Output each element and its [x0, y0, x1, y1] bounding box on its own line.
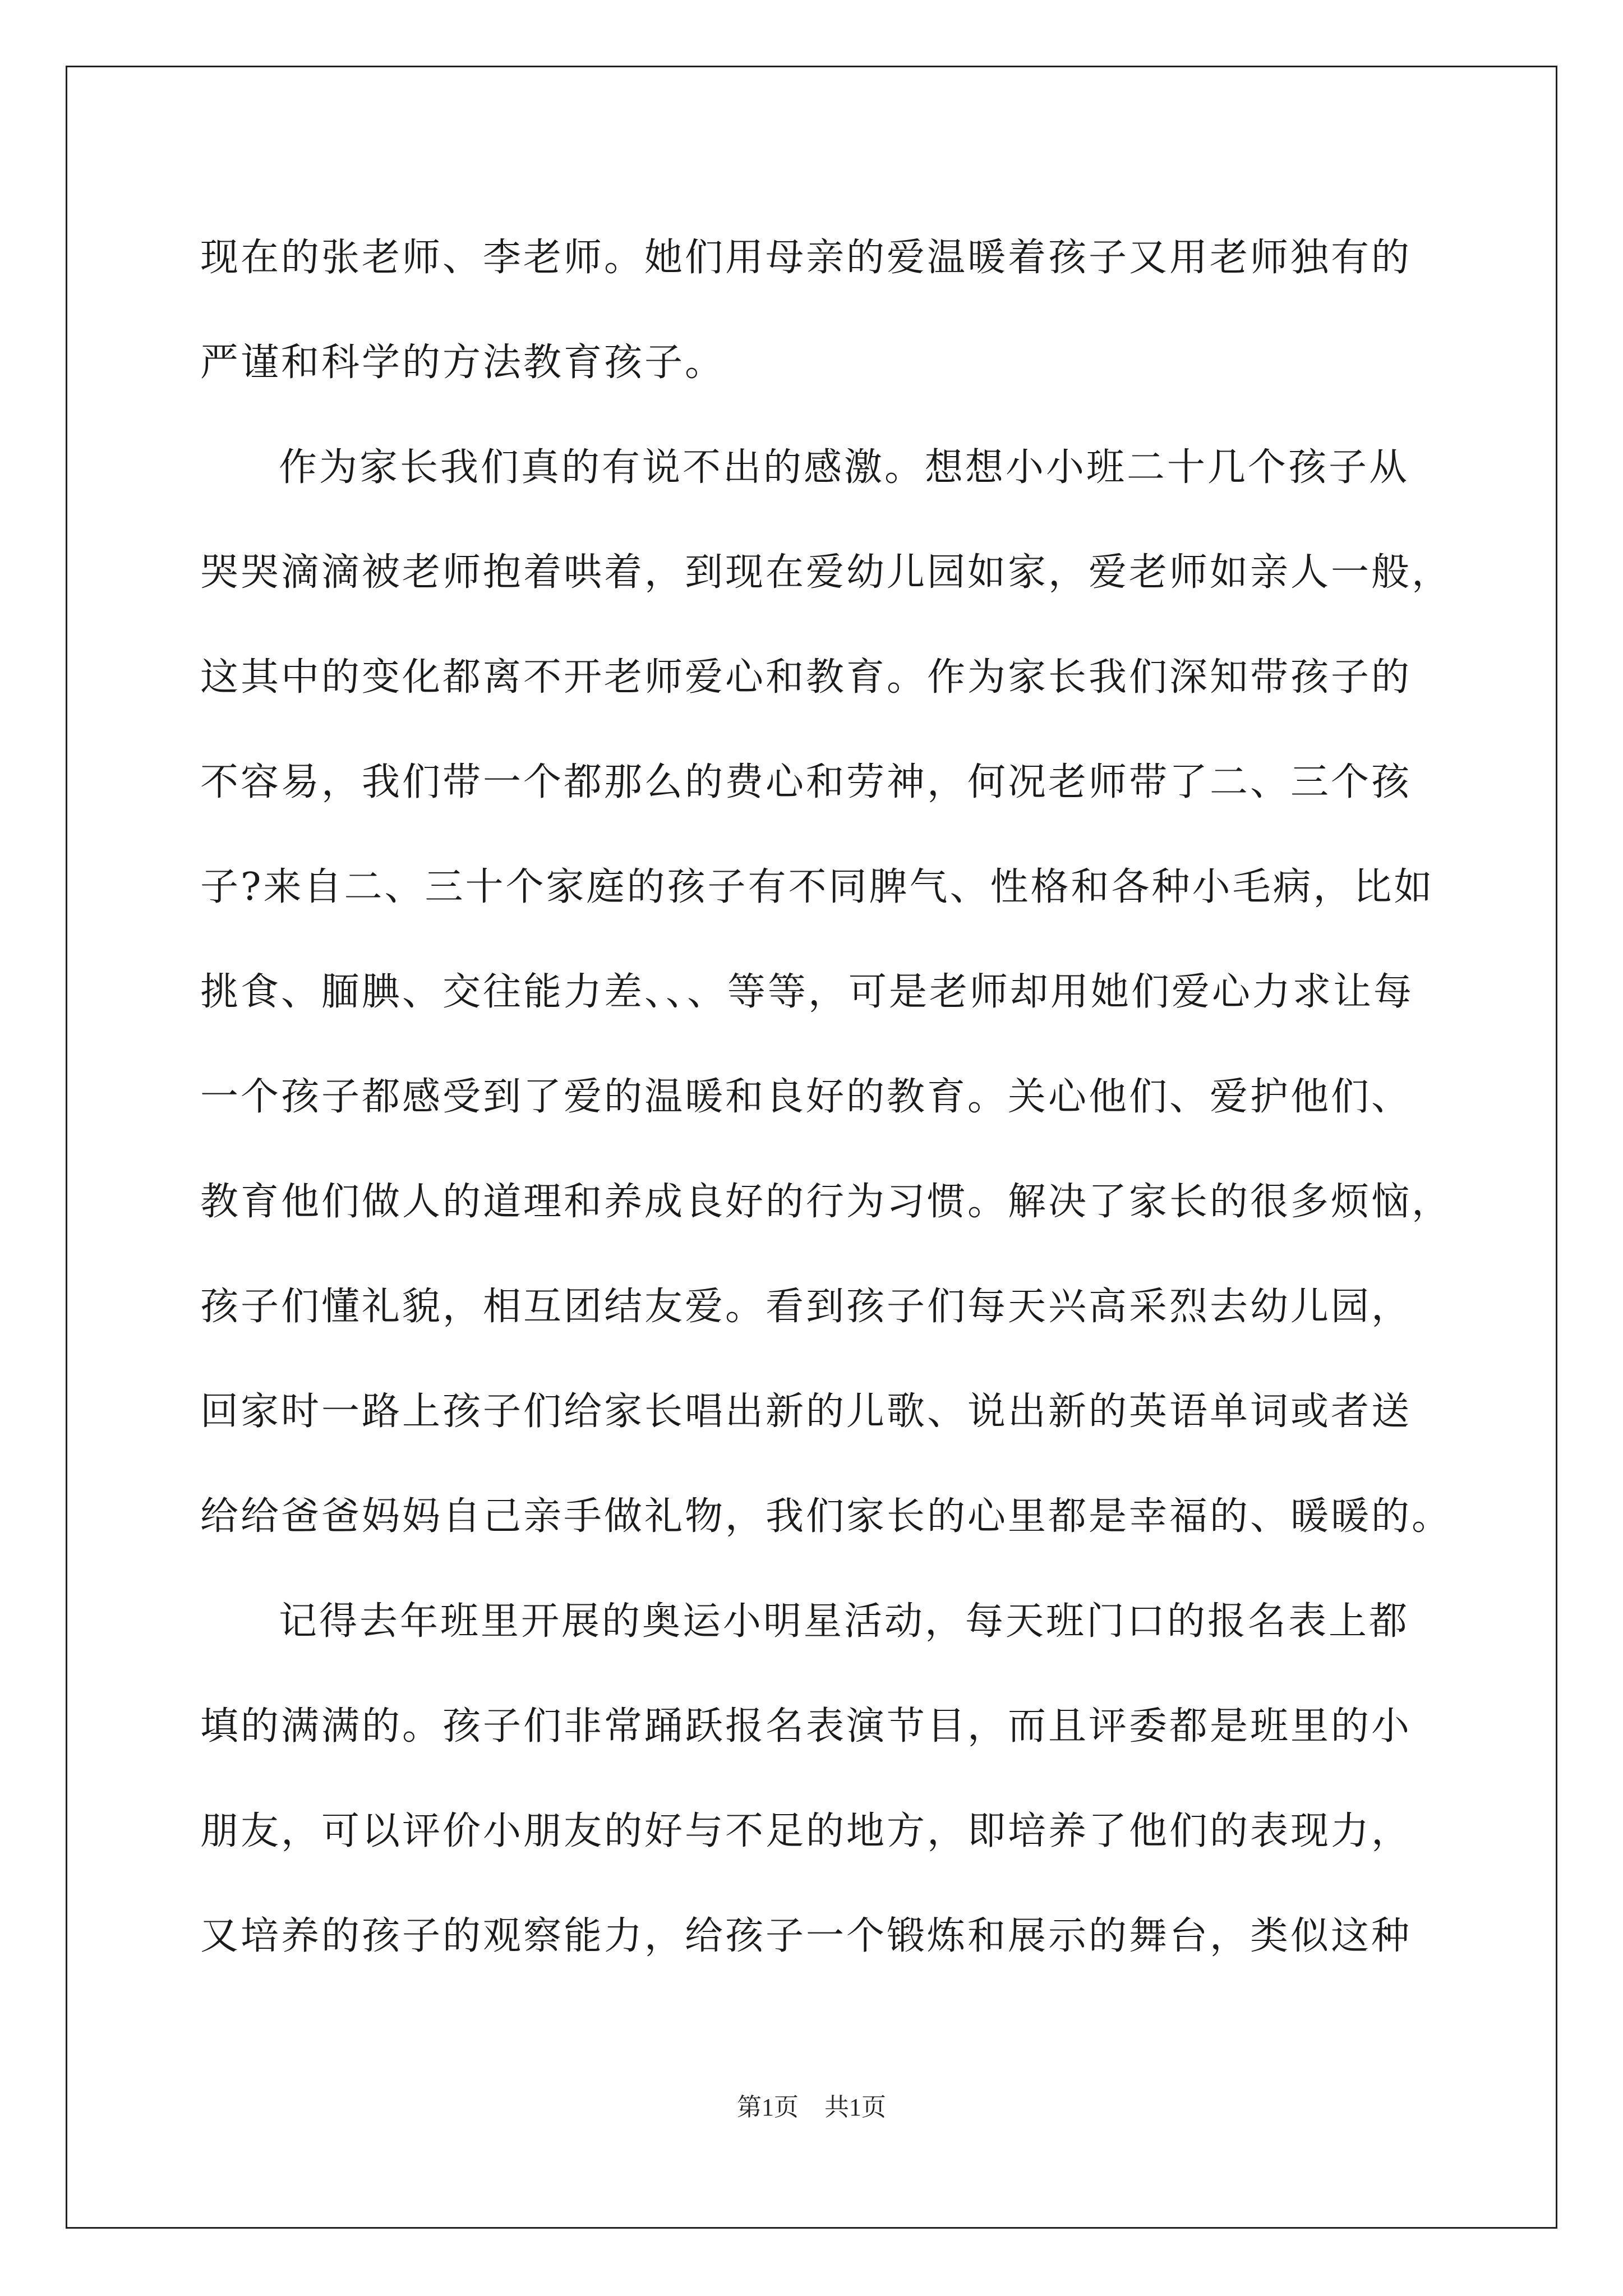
text-line: 一个孩子都感受到了爱的温暖和良好的教育。关心他们、爱护他们、	[200, 1075, 1412, 1119]
text-line: 教育他们做人的道理和养成良好的行为习惯。解决了家长的很多烦恼，	[200, 1180, 1453, 1224]
text-line: 朋友，可以评价小朋友的好与不足的地方，即培养了他们的表现力，	[200, 1809, 1412, 1853]
text-line: 不容易，我们带一个都那么的费心和劳神，何况老师带了二、三个孩	[200, 760, 1412, 804]
paragraph-start-line: 作为家长我们真的有说不出的感激。想想小小班二十几个孩子从	[279, 445, 1410, 490]
text-line: 给给爸爸妈妈自己亲手做礼物，我们家长的心里都是幸福的、暖暖的。	[200, 1494, 1453, 1539]
text-line: 子?来自二、三十个家庭的孩子有不同脾气、性格和各种小毛病，比如	[200, 865, 1435, 909]
text-line: 孩子们懂礼貌，相互团结友爱。看到孩子们每天兴高采烈去幼儿园，	[200, 1285, 1412, 1329]
text-line: 挑食、腼腆、交往能力差、、、等等，可是老师却用她们爱心力求让每	[200, 970, 1414, 1014]
text-line: 填的满满的。孩子们非常踊跃报名表演节目，而且评委都是班里的小	[200, 1704, 1412, 1749]
page-total: 共1页	[824, 2093, 886, 2121]
text-line: 现在的张老师、李老师。她们用母亲的爱温暖着孩子又用老师独有的	[200, 236, 1412, 280]
text-line: 这其中的变化都离不开老师爱心和教育。作为家长我们深知带孩子的	[200, 655, 1412, 700]
paragraph-start-line: 记得去年班里开展的奥运小明星活动，每天班门口的报名表上都	[279, 1599, 1410, 1644]
text-line: 回家时一路上孩子们给家长唱出新的儿歌、说出新的英语单词或者送	[200, 1389, 1412, 1434]
page-footer	[0, 2087, 1623, 2123]
text-line: 哭哭滴滴被老师抱着哄着，到现在爱幼儿园如家，爱老师如亲人一般，	[200, 550, 1453, 595]
page-number: 第1页	[737, 2093, 799, 2121]
text-line: 又培养的孩子的观察能力，给孩子一个锻炼和展示的舞台，类似这种	[200, 1914, 1412, 1958]
document-body	[200, 205, 1453, 1989]
text-line: 严谨和科学的方法教育孩子。	[200, 341, 726, 385]
